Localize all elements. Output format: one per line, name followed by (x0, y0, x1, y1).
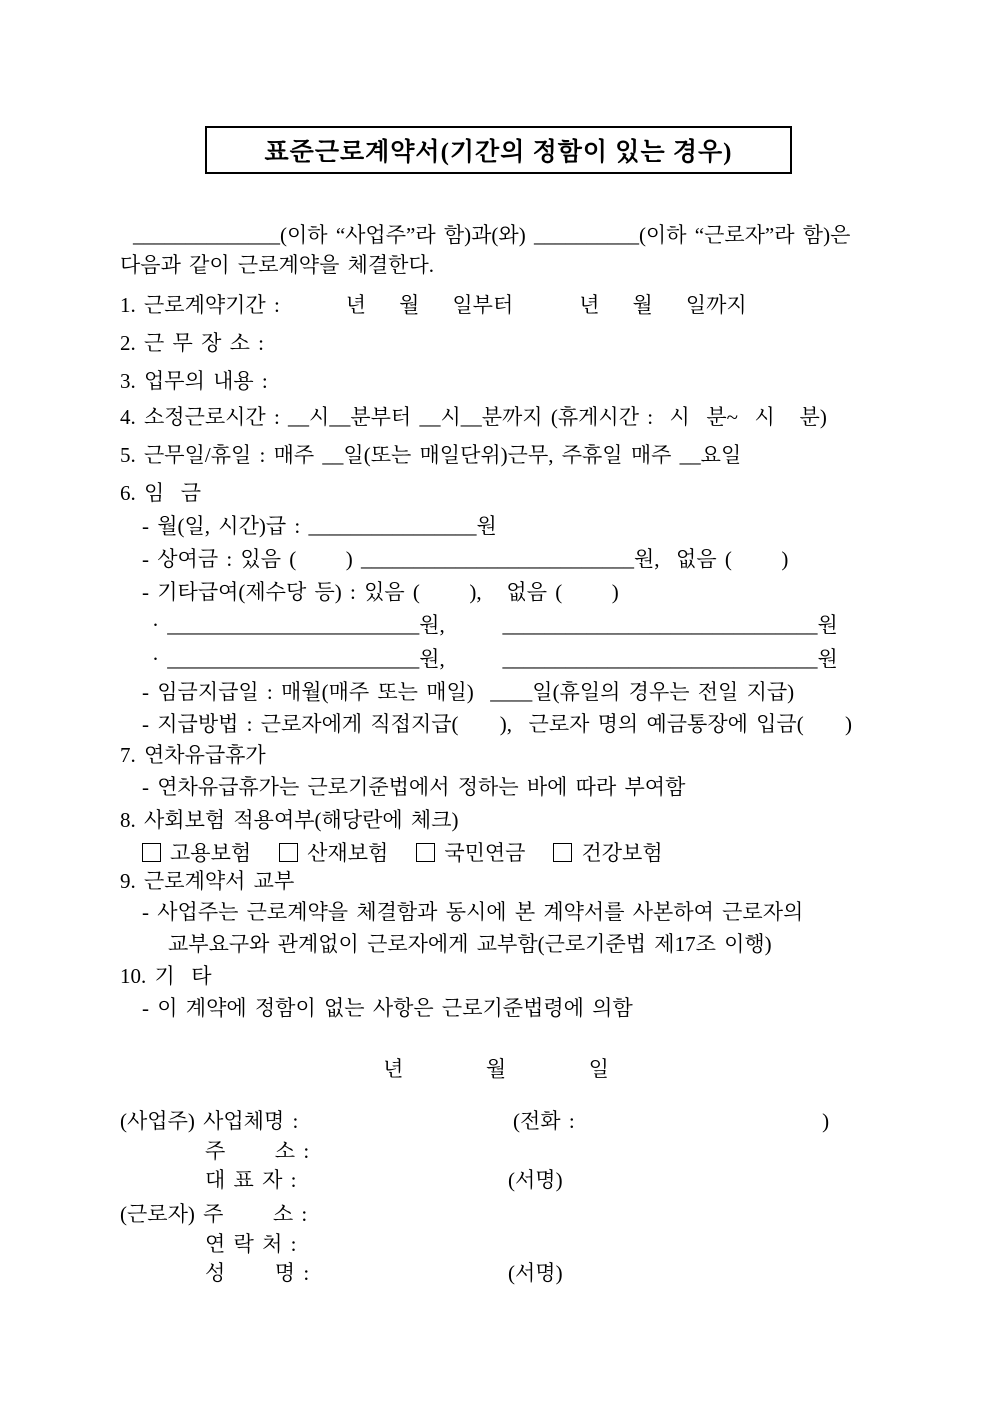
national-pension-checkbox-icon[interactable] (416, 843, 435, 862)
employment-insurance-label: 고용보험 (170, 841, 252, 865)
contract-delivery-line-1: - 사업주는 근로계약을 체결함과 동시에 본 계약서를 사본하여 근로자의 (142, 900, 804, 924)
checkbox-option-health-insurance (553, 837, 662, 867)
accident-insurance-label: 산재보험 (307, 841, 389, 865)
checkbox-option-employment-insurance (142, 837, 251, 867)
page-title: 표준근로계약서(기간의 정함이 있는 경우) (264, 139, 733, 166)
title-box (205, 126, 792, 174)
accident-insurance-checkbox-icon[interactable] (279, 843, 298, 862)
contract-delivery-line-2: 교부요구와 관계없이 근로자에게 교부함(근로기준법 제17조 이행) (168, 932, 772, 956)
social-insurance-checkbox-row (142, 837, 663, 867)
signature-employer-representative: 대 표 자 : (205, 1168, 297, 1192)
health-insurance-checkbox-icon[interactable] (553, 843, 572, 862)
etc-detail-line: - 이 계약에 정함이 없는 사항은 근로기준법령에 의함 (142, 996, 633, 1020)
item-1-contract-term: 1. 근로계약기간 : 년 월 일부터 년 월 일까지 (120, 293, 747, 317)
employment-insurance-checkbox-icon[interactable] (142, 843, 161, 862)
wage-payment-method-line: - 지급방법 : 근로자에게 직접지급( ), 근로자 명의 예금통장에 입금( ) (142, 712, 852, 736)
wage-monthly-line: - 월(일, 시간)급 : ________________원 (142, 514, 497, 538)
intro-line-2: 다음과 같이 근로계약을 체결한다. (120, 253, 435, 277)
signature-employer-sign-label: (서명) (508, 1168, 563, 1192)
wage-payday-line: - 임금지급일 : 매월(매주 또는 매일) ____일(휴일의 경우는 전일 지급) (142, 680, 795, 704)
item-2-workplace: 2. 근 무 장 소 : (120, 331, 264, 355)
item-7-annual-leave-heading: 7. 연차유급휴가 (120, 743, 266, 767)
item-4-working-hours: 4. 소정근로시간 : __시__분부터 __시__분까지 (휴게시간 : 시 분~ 시 분) (120, 405, 827, 429)
checkbox-option-national-pension (416, 837, 525, 867)
signature-employer-phone: (전화 : ) (513, 1109, 830, 1133)
signature-worker-name: 성 명 : (205, 1261, 310, 1285)
wage-other-blank-line-2: · ________________________원, ______________________________원 (152, 647, 838, 671)
national-pension-label: 국민연금 (444, 841, 526, 865)
signature-employer-company-name: (사업주) 사업체명 : (120, 1109, 299, 1133)
item-8-social-insurance-heading: 8. 사회보험 적용여부(해당란에 체크) (120, 808, 459, 832)
annual-leave-detail-line: - 연차유급휴가는 근로기준법에서 정하는 바에 따라 부여함 (142, 775, 686, 799)
intro-line-1: ______________(이하 “사업주”라 함)과(와) __________(이하 “근로자”라 함)은 (133, 223, 851, 247)
wage-bonus-line: - 상여금 : 있음 ( ) __________________________원, 없음 ( ) (142, 547, 789, 571)
wage-other-blank-line-1: · ________________________원, ______________________________원 (152, 613, 838, 637)
item-3-job-description: 3. 업무의 내용 : (120, 369, 268, 393)
signature-worker-sign-label: (서명) (508, 1261, 563, 1285)
wage-other-allowance-line: - 기타급여(제수당 등) : 있음 ( ), 없음 ( ) (142, 580, 619, 604)
signature-worker-address: (근로자) 주 소 : (120, 1202, 308, 1226)
checkbox-option-accident-insurance (279, 837, 388, 867)
signature-employer-address: 주 소 : (205, 1139, 310, 1163)
item-5-workdays-holiday: 5. 근무일/휴일 : 매주 __일(또는 매일단위)근무, 주휴일 매주 __요일 (120, 443, 742, 467)
signature-worker-contact: 연 락 처 : (205, 1232, 297, 1256)
item-6-wage-heading: 6. 임 금 (120, 481, 202, 505)
item-10-etc-heading: 10. 기 타 (120, 964, 212, 988)
health-insurance-label: 건강보험 (581, 841, 663, 865)
date-line: 년 월 일 (383, 1057, 609, 1081)
item-9-contract-delivery-heading: 9. 근로계약서 교부 (120, 869, 295, 893)
